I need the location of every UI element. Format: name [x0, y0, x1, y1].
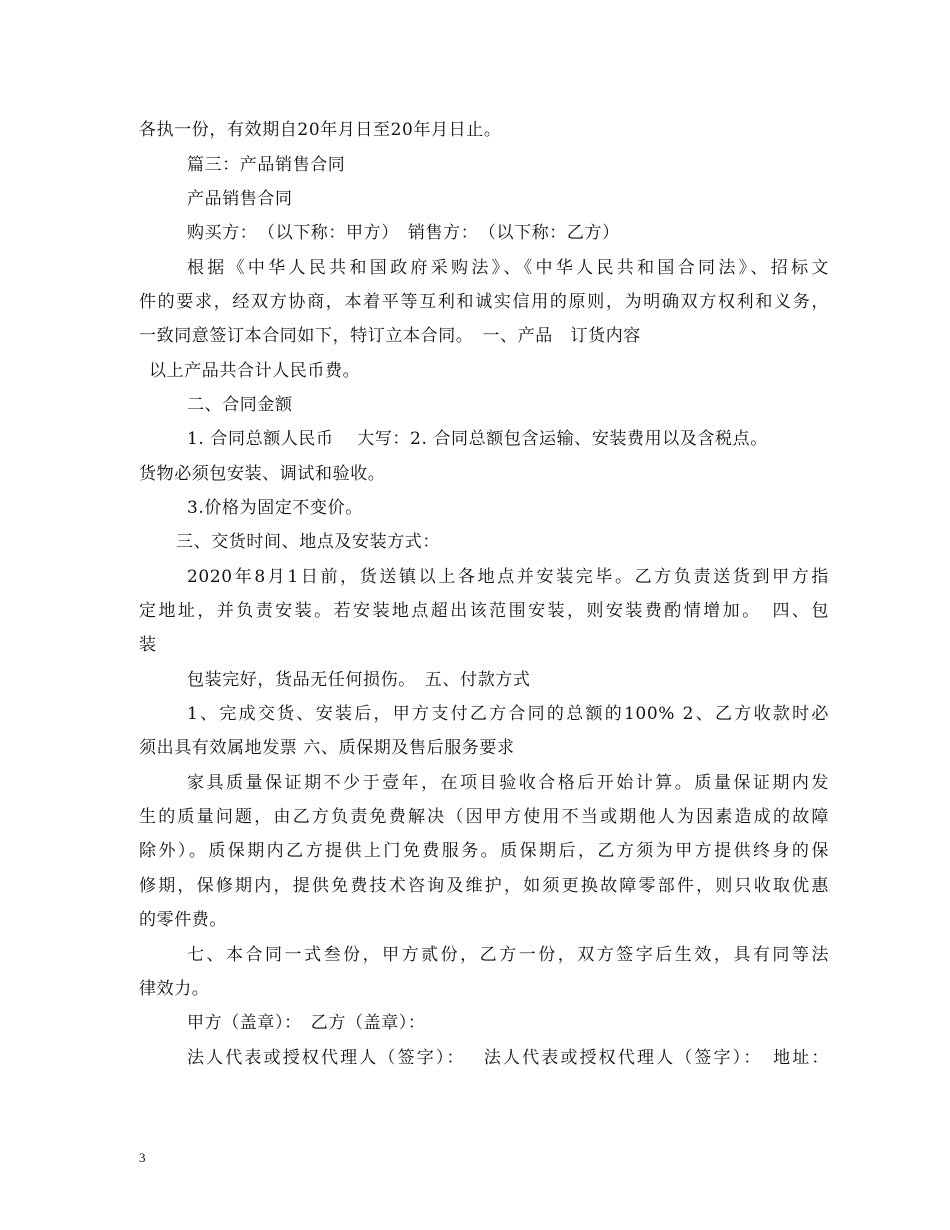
text-line: 3.价格为固定不变价。: [187, 498, 363, 518]
text-line: 定地址，并负责安装。若安装地点超出该范围安装，则安装费酌情增加。 四、包: [139, 601, 829, 621]
text-line: 装: [139, 635, 157, 655]
text-line: 生的质量问题，由乙方负责免费解决（因甲方使用不当或期他人为因素造成的故障: [139, 807, 829, 827]
text-line: 家具质量保证期不少于壹年，在项目验收合格后开始计算。质量保证期内发: [187, 773, 829, 793]
contract-title: 产品销售合同: [187, 189, 293, 209]
text-line: 包装完好，货品无任何损伤。 五、付款方式: [187, 670, 531, 690]
text-line: 修期，保修期内，提供免费技术咨询及维护，如须更换故障零部件，则只收取优惠: [139, 876, 829, 896]
section-heading: 二、合同金额: [187, 395, 293, 415]
text-line: 1、完成交货、安装后，甲方支付乙方合同的总额的100% 2、乙方收款时必: [187, 704, 829, 724]
text-line: 以上产品共合计人民币费。: [149, 361, 361, 381]
text-line: 的零件费。: [139, 910, 227, 930]
text-line: 除外）。质保期内乙方提供上门免费服务。质保期后，乙方须为甲方提供终身的保: [139, 841, 829, 861]
text-line: 律效力。: [139, 979, 210, 999]
text-line: 七、本合同一式叁份，甲方贰份，乙方一份，双方签字后生效，具有同等法: [187, 945, 829, 965]
text-line: 件的要求，经双方协商，本着平等互利和诚实信用的原则，为明确双方权利和义务，: [139, 292, 829, 312]
section-heading: 三、交货时间、地点及安装方式：: [176, 532, 440, 552]
text-line: 根据《中华人民共和国政府采购法》、《中华人民共和国合同法》、招标文: [187, 258, 829, 278]
text-line: 一致同意签订本合同如下，特订立本合同。 一、产品 订货内容: [139, 326, 641, 346]
text-line: 各执一份，有效期自20年月日至20年月日止。: [139, 120, 502, 140]
parties-line: 购买方： （以下称：甲方） 销售方： （以下称：乙方）: [187, 223, 620, 243]
page-number: 3: [139, 1150, 146, 1165]
text-line: 1. 合同总额人民币 大写：2. 合同总额包含运输、安装费用以及含税点。: [187, 429, 768, 449]
signature-line: 法人代表或授权代理人（签字）： 法人代表或授权代理人（签字）： 地址：: [187, 1048, 829, 1068]
text-line: 须出具有效属地发票 六、质保期及售后服务要求: [139, 738, 515, 758]
text-line: 2020年8月1日前，货送镇以上各地点并安装完毕。乙方负责送货到甲方指: [187, 567, 829, 587]
signature-line: 甲方（盖章）： 乙方（盖章）：: [187, 1013, 426, 1033]
section-heading: 篇三：产品销售合同: [187, 155, 346, 175]
text-line: 货物必须包安装、调试和验收。: [139, 464, 386, 484]
